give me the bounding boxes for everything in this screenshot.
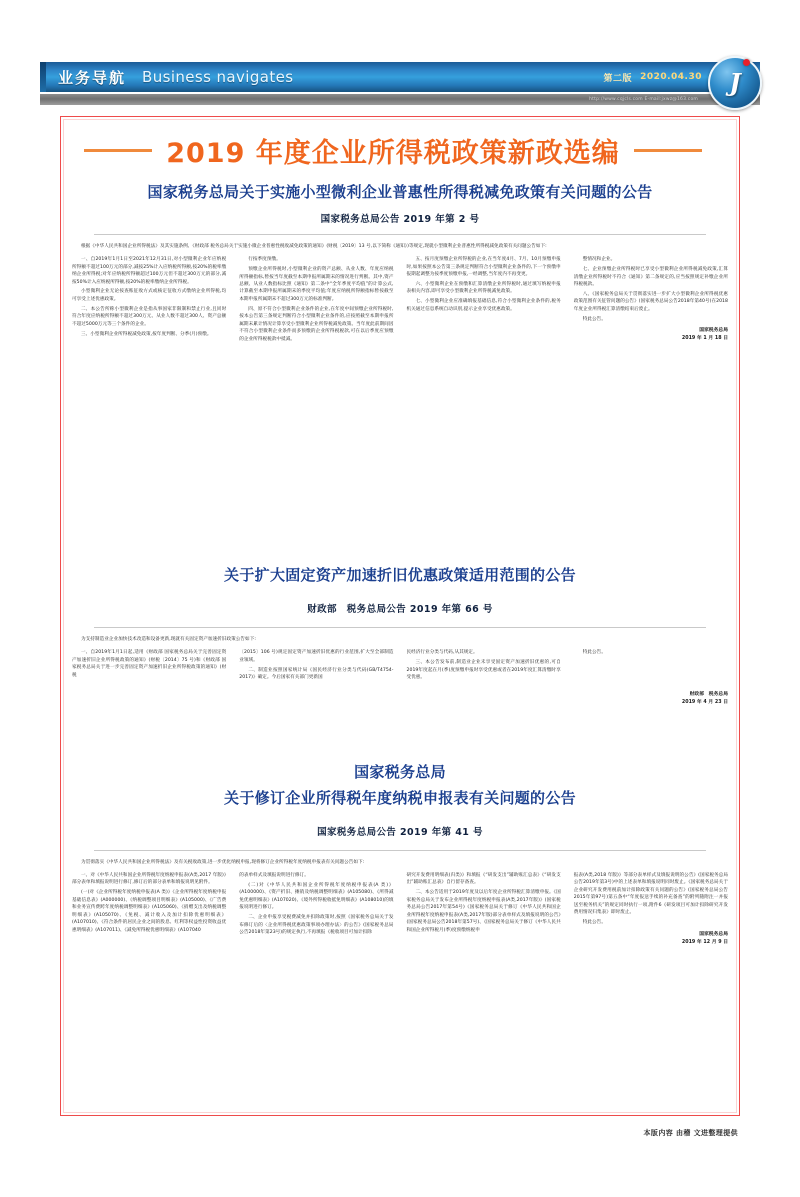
paragraph: 特此公告。 — [582, 650, 606, 656]
paragraph: 行按季度预缴。 — [248, 257, 281, 263]
paragraph: 七、企业预缴企业所得税时已享受小型微利企业所得税减免政策,汇算清缴企业所得税时不符合《通知》第二条规定的,应当按照规定补缴企业所得税税款。 — [573, 267, 728, 287]
banner-edition: 第二版 — [603, 73, 633, 84]
article-3-columns — [72, 872, 728, 947]
article-2 — [72, 565, 728, 707]
paragraph: 二、本公告所称小型微利企业是指从事国家非限制和禁止行业,且同时符合年度应纳税所得额不超过300万元、从业人数不超过300人、资产总额不超过5000万元等三个条件的企业。 — [72, 306, 227, 327]
paragraph: 六、小型微利企业在预缴和汇算清缴企业所得税时,通过填写纳税申报表相关内容,即可享受小型微利企业所得税减免政策。 — [406, 282, 561, 295]
paragraph: 一、对《中华人民共和国企业所得税年度纳税申报表(A类,2017 年版)》部分表单和填报说明进行修订,修订后的部分表单和填报说明见附件。 — [72, 872, 227, 886]
article-2-signature — [574, 691, 728, 707]
logo-glyph: J — [729, 68, 741, 97]
article-2-col-1 — [72, 649, 226, 707]
paragraph: 特此公告。 — [582, 920, 606, 926]
title-rule-left-icon — [84, 149, 152, 152]
article-2-signature-date: 2019 年 4 月 23 日 — [681, 699, 728, 705]
paragraph: (二)对《中华人民共和国企业所得税年度纳税申报表(A 类)》(A100000)、《资产折旧、摊销及纳税调整明细表》(A105080)、《所得减免优惠明细表》(A107020)、《境外所得税收抵免明细表》(A108010)的填报说明进行修订。 — [239, 882, 394, 911]
article-1-signature-org: 国家税务总局 — [699, 328, 728, 334]
article-2-col-4 — [574, 649, 728, 707]
article-2-title: 关于扩大固定资产加速折旧优惠政策适用范围的公告 — [224, 566, 576, 584]
paragraph: 三、小型微利企业所得税减免政策,按年度判断、分季(月)预缴。 — [81, 331, 212, 337]
paragraph: 四、原不符合小型微利企业条件的企业,在年度中间预缴企业所得税时,按本公告第三条规定判断符合小型微利企业条件的,应按照截至本期申报所属期末累计情况计算享受小型微利企业所得税减免政策。当年度此前期间因不符合小型微利企业条件而多预缴的企业所得税税款,可在以后季度应预缴的企业所得税税款中抵减。 — [239, 306, 394, 342]
paragraph: (一)对《企业所得税年度纳税申报表(A 类)》《企业所得税年度纳税申报基础信息表》(A000000)、《纳税调整项目明细表》(A105000)、《广告费和业务宣传费跨年度纳税调整明细表》(A105060)、《捐赠支出及纳税调整明细表》(A105070)、《免税、减计收入及加计扣除优惠明细表》(A107010)、《符合条件的居民企业之间的股息、红利等权益性投资收益优惠明细表》(A107011)、《减免所得税优惠明细表》(A107040 — [72, 890, 227, 933]
banner-subbar — [40, 94, 760, 105]
page-title: 2019 年度企业所得税政策新政选编 — [166, 137, 620, 169]
article-1-col-3 — [407, 256, 561, 345]
article-1-col-1 — [72, 256, 226, 345]
article-3-title-line1: 国家税务总局 — [354, 763, 446, 781]
article-1-columns — [72, 256, 728, 345]
article-3-signature — [574, 931, 728, 947]
article-2-columns — [72, 649, 728, 707]
paragraph: 小型微利企业无论按查账征收方式或核定征收方式缴纳企业所得税,均可享受上述优惠政策。 — [72, 289, 227, 302]
paragraph: 二、本公告适用于2019年度及以后年度企业所得税汇算清缴申报。《国家税务总局关于发布企业所得税年度纳税申报表(A类,2017年版)》(国家税务总局公告2017年第54号)《国家税务总局关于修订《中华人民共和国企业所得税年度纳税申报表(A类,2017年版)部分表单样式及填报说明的公告》(国家税务总局公告2018年第57号)、《国家税务总局关于修订《中华人民共和国企业所得税月(季)度预缴纳税申 — [406, 890, 561, 933]
paragraph: 整情况和企业。 — [582, 257, 616, 263]
paragraph: 〔2015〕106 号)规定固定资产加速折旧优惠的行业范围,扩大至全部制造业领域。 — [239, 650, 394, 663]
paragraph: 五、按月度预缴企业所得税的企业,在当年度4月、7月、10月预缴申报时,如果按照本公告第三条规定判断符合小型微利企业条件的,下一个预缴申报期起调整为按季度预缴申报,一经调整,当年度内不再变更。 — [406, 257, 561, 278]
article-1-signature-date: 2019 年 1 月 18 日 — [681, 336, 728, 342]
page-title-row — [60, 128, 740, 172]
article-3 — [72, 762, 728, 947]
article-2-col-3 — [407, 649, 561, 707]
article-1-title: 国家税务总局关于实施小型微利企业普惠性所得税减免政策有关问题的公告 — [147, 183, 653, 201]
banner-bar — [40, 62, 760, 92]
article-2-lead: 为支持制造业企业加快技术改造和设备更新,现就有关固定资产加速折旧政策公告如下: — [81, 636, 256, 642]
paragraph: 一、自2019年1月1日至2021年12月31日,对小型微利企业年应纳税所得额不超过100万元的部分,减按25%计入应纳税所得额,按20%的税率缴纳企业所得税;对年应纳税所得额超过100万元但不超过300万元的部分,减按50%计入应纳税所得额,按20%的税率缴纳企业所得税。 — [72, 257, 227, 285]
paragraph: 报表(A类,2018 年版)》等部分表单样式及填报说明的公告》(国家税务总局公告2019年第3号)中的上述表单和填报说明同时废止。《国家税务总局关于企业研究开发费用税前加计扣除政策有关问题的公告》(国家税务总局公告2015年第97号)第五条中“年度报送手续的补充备查”的附列随附注一并报送至税务机关”的规定同时执行一项,附件6《研发项目可加计扣除研究开发费用情况归集表》即时废止。 — [573, 872, 728, 916]
article-1-col-4 — [574, 256, 728, 345]
article-3-col-3 — [407, 872, 561, 947]
article-1-lead: 根据《中华人民共和国企业所得税法》及其实施条例、《财政部 税务总局关于实施小微企业普惠性税收减免政策的通知》(财税〔2019〕13 号,以下简称《通知》)等规定,现就小型微利企业普惠性所得税减免政策有关问题公告如下: — [81, 243, 547, 249]
article-3-subtitle: 国家税务总局公告 2019 年第 41 号 — [317, 826, 483, 838]
paragraph: 三、本公告发布前,制造业企业未享受固定资产加速折旧优惠的,可自2019年度起在月(季)度预缴申报时享受优惠或者在2019年度汇算清缴时享受优惠。 — [406, 660, 561, 680]
page-banner — [40, 62, 760, 106]
banner-url: http://www.cqjcls.com E-mail:jxwz@163.com — [589, 97, 698, 102]
paragraph: 预缴企业所得税时,小型微利企业的资产总额、从业人数、年度应纳税所得额指标,暂按当年度截至本期申报所属期末的情况进行判断。其中,资产总额、从业人数指标比照《通知》第二条中“全年季度平均值”的计算公式,计算截至本期申报所属期末的季度平均值;年度应纳税所得额指标暂按截至本期申报所属期末不超过300万元的标准判断。 — [239, 267, 394, 302]
article-2-signature-org: 财政部 税务总局 — [689, 691, 728, 697]
paragraph: 七、小型微利企业应准确填报基础信息,符合小型微利企业条件的,税务机关通过信息系统自动识别,提示企业享受优惠政策。 — [406, 299, 561, 312]
article-1-subtitle: 国家税务总局公告 2019 年第 2 号 — [320, 213, 480, 225]
article-2-header — [72, 565, 728, 615]
article-1-divider — [94, 234, 706, 235]
paragraph: 二、制造业按照国家统计局《国民经济行业分类与代码(GB/T4754-2017)》确定。今后国家有关部门更新国 — [239, 667, 394, 680]
article-2-divider — [94, 627, 706, 628]
banner-title-cn: 业务导航 — [58, 68, 127, 87]
paragraph: 研究开发费用明细表(归类)》和填报《“研发支出”辅助账汇总表》《“研发支出”辅助账汇总表》自行留存备查。 — [406, 872, 561, 886]
logo-red-dot-icon — [743, 59, 750, 66]
article-1-col-2 — [239, 256, 393, 345]
article-3-title-line2: 关于修订企业所得税年度纳税申报表有关问题的公告 — [224, 788, 576, 807]
paragraph: 特此公告。 — [582, 316, 606, 322]
article-3-signature-org: 国家税务总局 — [699, 931, 728, 937]
article-3-col-2 — [239, 872, 393, 947]
paragraph: 民经济行业分类与代码,从其规定。 — [406, 650, 478, 656]
paragraph: 一、自2019年1月1日起,适用《财政部 国家税务总局关于完善固定资产加速折旧企业所得税政策的通知》(财税〔2014〕75 号)和《财政部 国家税务总局关于进一步完善固定资产加速折旧企业所得税政策的通知》(财税 — [72, 650, 227, 678]
article-1-signature — [574, 327, 728, 343]
article-2-col-2 — [239, 649, 393, 707]
title-rule-right-icon — [634, 149, 702, 152]
article-2-subtitle: 财政部 税务总局公告 2019 年第 66 号 — [307, 603, 493, 615]
paragraph: 二、企业申报享受税费减免并扣除政策时,按照《国家税务总局关于发布修订后的〈企业所得税优惠政策事项办理办法〉的公告》(国家税务总局公告2018年第23号)的规定执行,不再填报《税收项目可加计扣除 — [239, 915, 394, 935]
article-3-col-1 — [72, 872, 226, 947]
article-3-col-4 — [574, 872, 728, 947]
banner-title-en: Business navigates — [142, 68, 294, 86]
paragraph: 八、《国家税务总局关于贯彻落实进一步扩大小型微利企业所得税优惠政策范围有关征管问题的公告》(国家税务总局公告2018年第40号)在2018年度企业所得税汇算清缴结束后废止。 — [573, 291, 728, 312]
article-3-lead: 为贯彻落实《中华人民共和国企业所得税法》及有关税收政策,进一步优化纳税申报,现将修订企业所得税年度纳税申报表有关问题公告如下: — [81, 859, 365, 865]
article-1-header — [72, 182, 728, 225]
article-3-header — [72, 762, 728, 838]
article-1 — [72, 182, 728, 346]
page-footer-note: 本版内容 由稽 文进整理提供 — [643, 1129, 738, 1137]
newspaper-logo-icon — [708, 56, 762, 110]
banner-date: 2020.04.30 — [640, 72, 702, 82]
banner-meta — [604, 71, 702, 84]
article-3-divider — [94, 850, 706, 851]
article-3-signature-date: 2019 年 12 月 9 日 — [681, 939, 728, 945]
paragraph: 的表单样式及填报说明进行修订。 — [239, 872, 309, 878]
